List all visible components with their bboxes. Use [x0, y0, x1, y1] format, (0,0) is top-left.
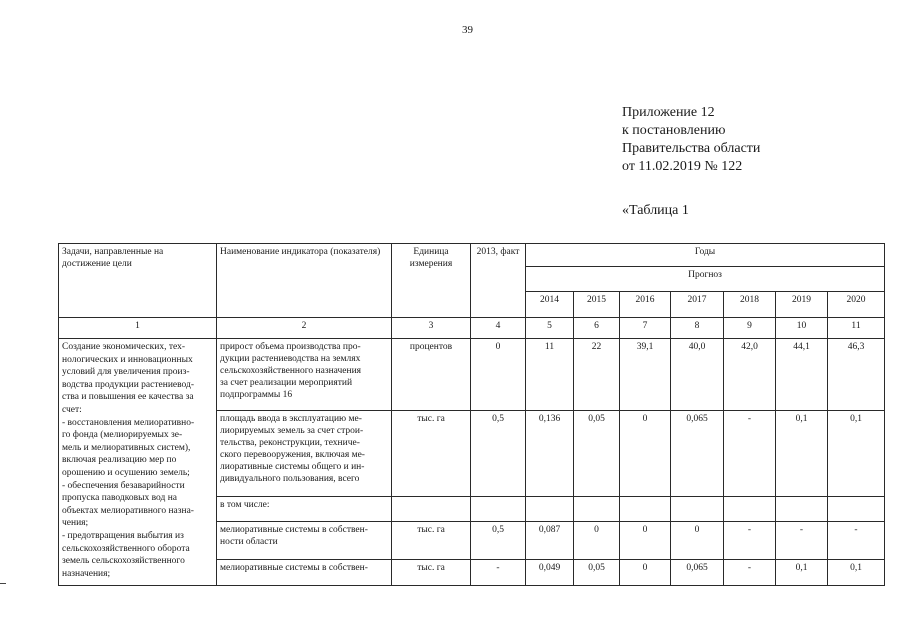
indicator-cell: мелиоративные системы в собствен- [217, 560, 392, 586]
value-cell: 0,065 [671, 411, 724, 497]
indicator-cell: прирост объема производства про- дукции растениеводства на землях сельскохозяйственного назначения за счет реализации мероприятий подпрограммы 16 [217, 339, 392, 411]
table-row [59, 339, 885, 411]
value-cell: 0,065 [671, 560, 724, 586]
header-year: 2017 [671, 292, 724, 318]
column-number: 7 [620, 318, 671, 339]
header-tasks: Задачи, направленные на достижение цели [59, 244, 217, 318]
margin-mark [0, 583, 6, 584]
appendix-line: Правительства области [622, 141, 761, 156]
unit-cell: процентов [392, 339, 471, 411]
value-cell: - [724, 560, 776, 586]
column-number: 10 [776, 318, 828, 339]
value-cell: 11 [526, 339, 574, 411]
value-cell: 39,1 [620, 339, 671, 411]
value-cell: 0,136 [526, 411, 574, 497]
value-cell: 0,05 [574, 411, 620, 497]
value-cell: 0,087 [526, 522, 574, 560]
value-cell: - [828, 522, 885, 560]
value-cell [724, 497, 776, 522]
value-cell [828, 497, 885, 522]
value-cell: 44,1 [776, 339, 828, 411]
appendix-line: от 11.02.2019 № 122 [622, 159, 743, 174]
page-number: 39 [462, 24, 473, 36]
value-cell: 40,0 [671, 339, 724, 411]
value-cell: 0,1 [776, 560, 828, 586]
value-cell [574, 497, 620, 522]
column-number: 9 [724, 318, 776, 339]
indicator-cell: площадь ввода в эксплуатацию ме- лиорируемых земель за счет строи- тельства, реконструкции, техниче- ского перевооружения, включая ме- лиоративные системы общего и ин- дивидуального пользования, всего [217, 411, 392, 497]
value-cell [671, 497, 724, 522]
column-number: 2 [217, 318, 392, 339]
appendix-header [622, 104, 760, 176]
column-number: 5 [526, 318, 574, 339]
fact-cell: - [471, 560, 526, 586]
fact-cell: 0,5 [471, 411, 526, 497]
column-number-row [59, 318, 885, 339]
indicator-cell: в том числе: [217, 497, 392, 522]
column-number: 6 [574, 318, 620, 339]
column-number: 3 [392, 318, 471, 339]
value-cell: 0,049 [526, 560, 574, 586]
header-year: 2018 [724, 292, 776, 318]
header-unit: Единица измерения [392, 244, 471, 318]
value-cell: 0 [620, 560, 671, 586]
unit-cell: тыс. га [392, 411, 471, 497]
header-fact-2013: 2013, факт [471, 244, 526, 318]
column-number: 11 [828, 318, 885, 339]
unit-cell: тыс. га [392, 522, 471, 560]
value-cell: 0,1 [776, 411, 828, 497]
value-cell: 42,0 [724, 339, 776, 411]
header-year: 2019 [776, 292, 828, 318]
header-year: 2014 [526, 292, 574, 318]
column-number: 8 [671, 318, 724, 339]
value-cell: 0,05 [574, 560, 620, 586]
value-cell: 22 [574, 339, 620, 411]
value-cell: 0 [671, 522, 724, 560]
column-number: 1 [59, 318, 217, 339]
value-cell: - [724, 522, 776, 560]
column-number: 4 [471, 318, 526, 339]
unit-cell: тыс. га [392, 560, 471, 586]
table-caption: «Таблица 1 [622, 203, 689, 218]
value-cell: 0 [620, 522, 671, 560]
unit-cell [392, 497, 471, 522]
indicator-cell: мелиоративные системы в собствен- ности области [217, 522, 392, 560]
value-cell [526, 497, 574, 522]
tasks-cell: Создание экономических, тех- нологических и инновационных условий для увеличения произ- водства продукции растениевод- ства и повышения ее качества за счет: - восстановления мелиоративно- го фонда (мелиорируемых зе- мель и мелиоративных систем), включая реализацию мер по орошению и осушению земель; - обеспечения безаварийности пропуска паводковых вод на объектах мелиоративного назна- чения; - предотвращения выбытия из сельскохозяйственного оборота земель сельскохозяйственного назначения; [59, 339, 217, 586]
fact-cell [471, 497, 526, 522]
value-cell: 0 [620, 411, 671, 497]
indicators-table [58, 243, 885, 586]
value-cell: 0,1 [828, 411, 885, 497]
header-year: 2016 [620, 292, 671, 318]
value-cell [620, 497, 671, 522]
value-cell: 0,1 [828, 560, 885, 586]
fact-cell: 0,5 [471, 522, 526, 560]
header-indicator: Наименование индикатора (показателя) [217, 244, 392, 318]
value-cell: 46,3 [828, 339, 885, 411]
value-cell: - [776, 522, 828, 560]
header-years: Годы [526, 244, 885, 267]
value-cell: 0 [574, 522, 620, 560]
header-year: 2020 [828, 292, 885, 318]
header-year: 2015 [574, 292, 620, 318]
appendix-line: Приложение 12 [622, 105, 715, 120]
appendix-line: к постановлению [622, 123, 726, 138]
fact-cell: 0 [471, 339, 526, 411]
header-forecast: Прогноз [526, 267, 885, 292]
value-cell [776, 497, 828, 522]
value-cell: - [724, 411, 776, 497]
